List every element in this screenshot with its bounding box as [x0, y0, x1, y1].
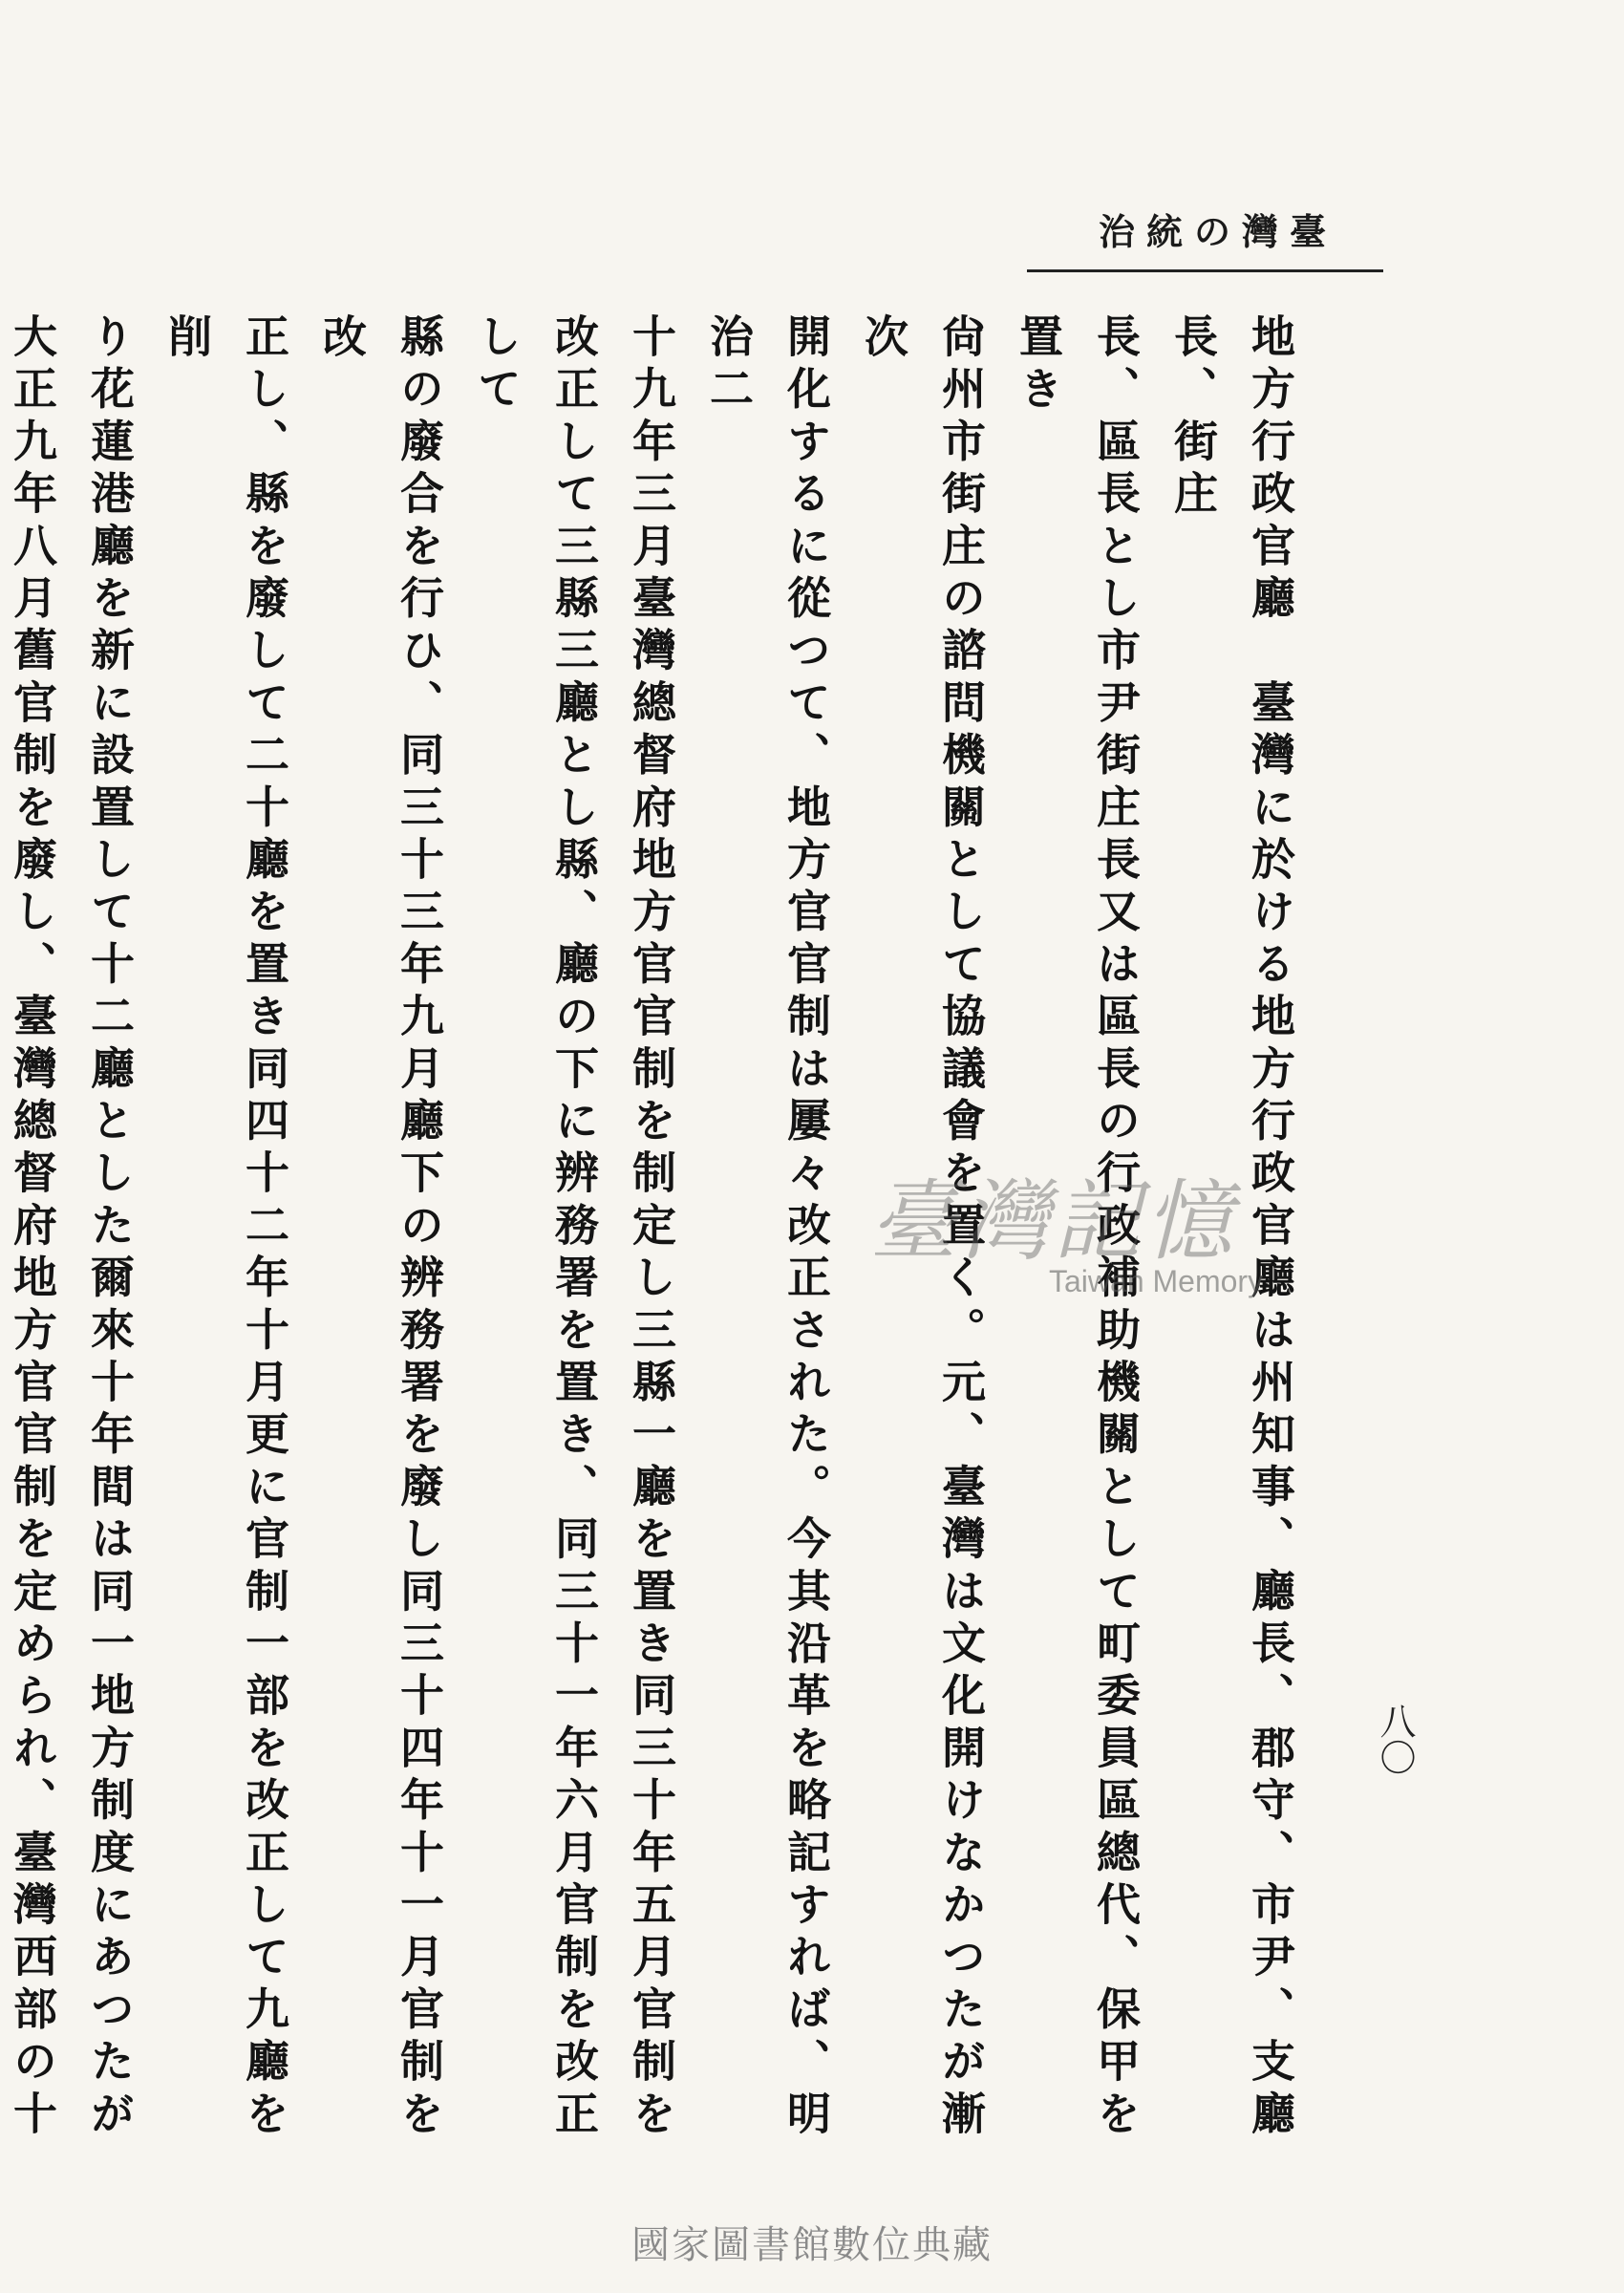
- body-column: 開化するに從つて、地方官官制は屢々改正された。今其沿革を略記すれば、明治二: [703, 313, 832, 2143]
- watermark-en-text: Taiwan Memory: [1049, 1264, 1264, 1298]
- body-text: [7, 313, 1309, 2186]
- body-column: 尙州市街庄の諮問機關として協議會を置く。元、臺灣は文化開けなかつたが漸次: [858, 313, 987, 2143]
- body-column: 縣の廢合を行ひ、同三十三年九月廳下の辨務署を廢し同三十四年十一月官制を改: [316, 313, 445, 2143]
- watermark-cjk-text: 臺灣記憶: [869, 1170, 1237, 1273]
- footer-library-credit: 國家圖書館數位典藏: [631, 2223, 993, 2267]
- body-column: 長、區長とし市尹街庄長又は區長の行政補助機關として町委員區總代、保甲を置き: [1013, 313, 1142, 2143]
- body-column: 大正九年八月舊官制を廢し、臺灣總督府地方官官制を定められ、臺灣西部の十: [7, 313, 58, 2143]
- body-column: 十九年三月臺灣總督府地方官官制を制定し三縣一廳を置き同三十年五月官制を: [626, 313, 677, 2143]
- body-column: 正し、縣を廢して二十廳を置き同四十二年十月更に官制一部を改正して九廳を削: [161, 313, 290, 2143]
- body-column: 改正して三縣三廳とし縣、廳の下に辨務署を置き、同三十一年六月官制を改正して: [471, 313, 600, 2143]
- header-rule: [1027, 269, 1383, 272]
- running-header-title: 臺灣の統治: [1098, 210, 1337, 253]
- body-column: り花蓮港廳を新に設置して十二廳とした爾來十年間は同一地方制度にあつたが: [84, 313, 136, 2143]
- page-number: 八〇: [1374, 1703, 1416, 1775]
- body-column: 地方行政官廳 臺灣に於ける地方行政官廳は州知事、廳長、郡守、市尹、支廳長、街庄: [1167, 313, 1296, 2143]
